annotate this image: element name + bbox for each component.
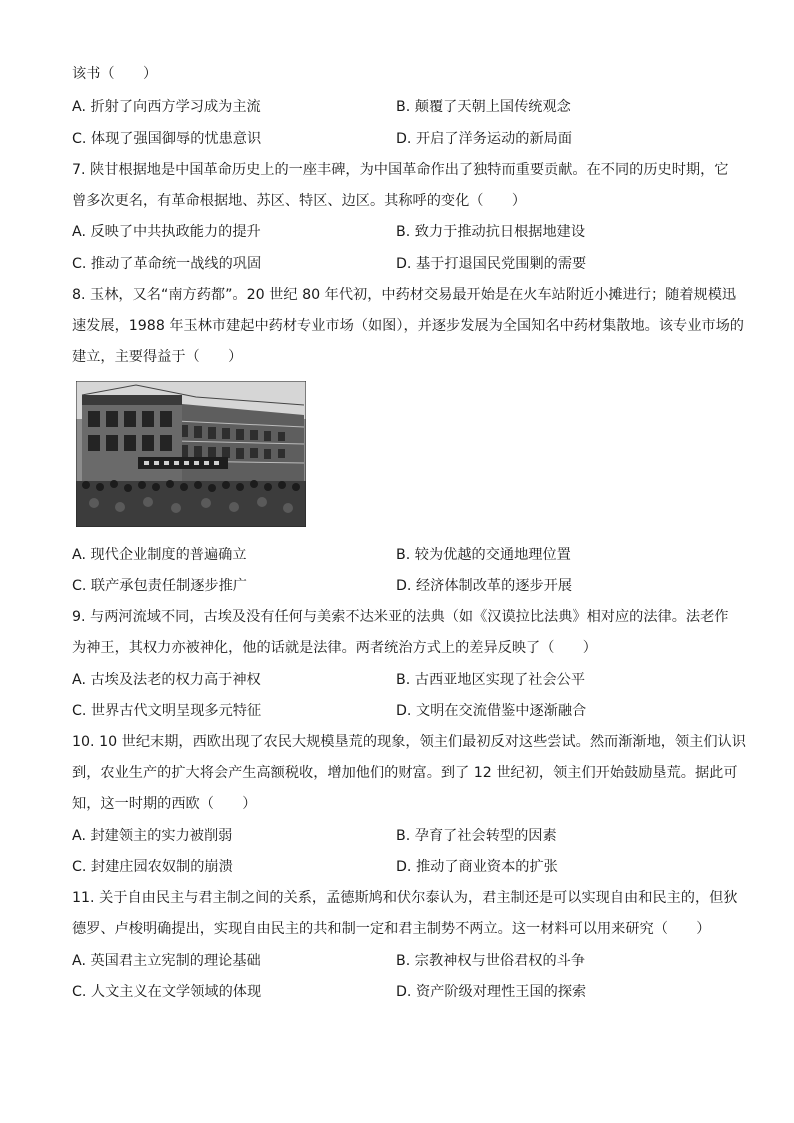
q6-option-d: D. 开启了洋务运动的新局面	[396, 131, 573, 147]
q11-option-b: B. 宗教神权与世俗君权的斗争	[396, 953, 586, 969]
q10-option-b: B. 孕育了社会转型的因素	[396, 828, 557, 844]
q10-option-d: D. 推动了商业资本的扩张	[396, 859, 558, 875]
q9-option-b: B. 古西亚地区实现了社会公平	[396, 672, 586, 688]
q10-option-c: C. 封建庄园农奴制的崩溃	[72, 859, 233, 875]
q8-option-a: A. 现代企业制度的普遍确立	[72, 547, 247, 563]
q6-option-a: A. 折射了向西方学习成为主流	[72, 99, 261, 115]
q7-option-d: D. 基于打退国民党围剿的需要	[396, 256, 587, 272]
q11-option-c: C. 人文主义在文学领域的体现	[72, 984, 262, 1000]
q11-option-a: A. 英国君主立宪制的理论基础	[72, 953, 261, 969]
q8-stem-line-1: 8. 玉林，又名“南方药都”。20 世纪 80 年代初，中药材交易最开始是在火车站附近小摊进行；随着规模迅	[72, 287, 737, 303]
q10-stem-line-3: 知，这一时期的西欧（ ）	[72, 796, 257, 812]
q8-stem-line-3: 建立，主要得益于（ ）	[72, 349, 243, 365]
q7-stem-line-2: 曾多次更名，有革命根据地、苏区、特区、边区。其称呼的变化（ ）	[72, 193, 527, 209]
q7-option-b: B. 致力于推动抗日根据地建设	[396, 224, 586, 240]
q8-stem-line-2: 速发展，1988 年玉林市建起中药材专业市场（如图），并逐步发展为全国知名中药材集散地。该专业市场的	[72, 318, 744, 334]
q11-stem-line-1: 11. 关于自由民主与君主制之间的关系，孟德斯鸠和伏尔泰认为，君主制还是可以实现自由和民主的，但狄	[72, 890, 738, 906]
q9-option-c: C. 世界古代文明呈现多元特征	[72, 703, 262, 719]
q10-stem-line-2: 到，农业生产的扩大将会产生高额税收，增加他们的财富。到了 12 世纪初，领主们开始鼓励垦荒。据此可	[72, 765, 738, 781]
q9-option-d: D. 文明在交流借鉴中逐渐融合	[396, 703, 587, 719]
q9-option-a: A. 古埃及法老的权力高于神权	[72, 672, 261, 688]
q9-stem-line-2: 为神王，其权力亦被神化，他的话就是法律。两者统治方式上的差异反映了（ ）	[72, 640, 597, 656]
q7-option-a: A. 反映了中共执政能力的提升	[72, 224, 261, 240]
q6-option-b: B. 颠覆了天朝上国传统观念	[396, 99, 571, 115]
q11-stem-line-2: 德罗、卢梭明确提出，实现自由民主的共和制一定和君主制势不两立。这一材料可以用来研究（ ）	[72, 921, 711, 937]
q6-option-c: C. 体现了强国御辱的忧患意识	[72, 131, 262, 147]
q11-option-d: D. 资产阶级对理性王国的探索	[396, 984, 587, 1000]
q6-stem-tail: 该书（ ）	[72, 66, 158, 82]
q9-stem-line-1: 9. 与两河流域不同，古埃及没有任何与美索不达米亚的法典（如《汉谟拉比法典》相对应的法律。法老作	[72, 609, 729, 625]
q7-stem-line-1: 7. 陕甘根据地是中国革命历史上的一座丰碑，为中国革命作出了独特而重要贡献。在不同的历史时期，它	[72, 162, 729, 178]
q8-option-c: C. 联产承包责任制逐步推广	[72, 578, 247, 594]
market-building-photo	[76, 381, 306, 527]
q8-option-b: B. 较为优越的交通地理位置	[396, 547, 571, 563]
q8-option-d: D. 经济体制改革的逐步开展	[396, 578, 573, 594]
q10-stem-line-1: 10. 10 世纪末期，西欧出现了农民大规模垦荒的现象，领主们最初反对这些尝试。然而渐渐地，领主们认识	[72, 734, 746, 750]
q7-option-c: C. 推动了革命统一战线的巩固	[72, 256, 262, 272]
q10-option-a: A. 封建领主的实力被削弱	[72, 828, 233, 844]
